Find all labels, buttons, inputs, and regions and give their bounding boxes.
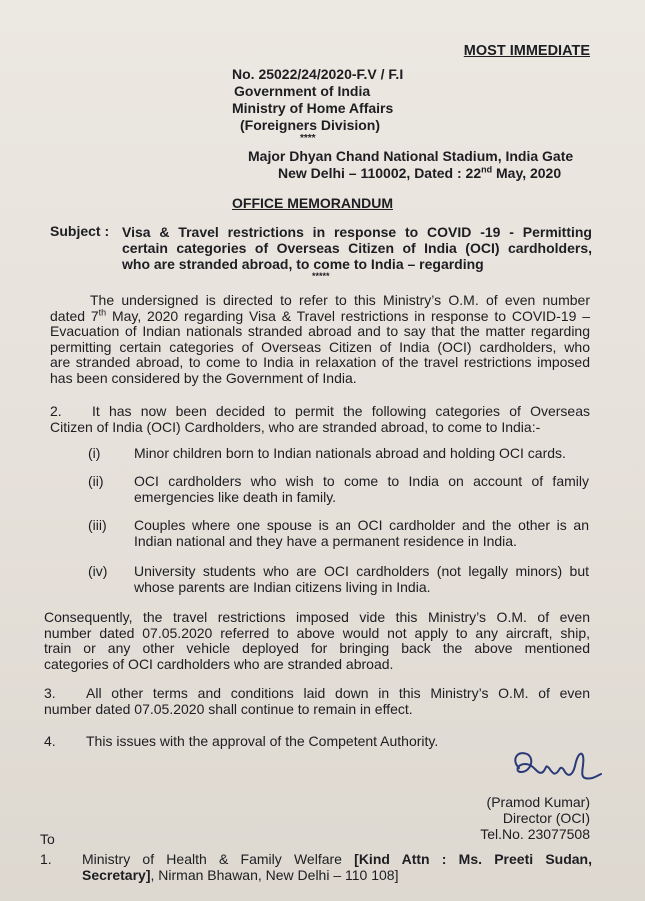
item-3-text: Couples where one spouse is an OCI cardholder and the other is an Indian national and they have a permanent residence in India.: [134, 517, 589, 549]
file-number: No. 25022/24/2020-F.V / F.I: [232, 66, 404, 82]
ministry-name: Ministry of Home Affairs: [232, 100, 394, 116]
priority-label: MOST IMMEDIATE: [463, 43, 590, 59]
letterhead: [232, 66, 452, 144]
paragraph-3: All other terms and conditions laid down in this Ministry’s O.M. of even number dated 07.05.2020 shall continue to remain in effect.: [44, 685, 590, 717]
item-2-text: OCI cardholders who wish to come to India on account of family emergencies like death in family.: [134, 473, 589, 505]
para-2-number: 2.: [50, 403, 62, 419]
recipient-1-number: 1.: [40, 851, 52, 867]
para-3-number: 3.: [44, 685, 56, 701]
item-4-number: (iv): [88, 563, 108, 579]
signatory-telephone: Tel.No. 23077508: [480, 826, 590, 842]
division-name: (Foreigners Division): [240, 117, 381, 133]
address-line-2: New Delhi – 110002, Dated : 22nd May, 2020: [278, 164, 562, 181]
subject-text: Visa & Travel restrictions in response to COVID -19 - Permitting certain categories of Overseas Citizen of India (OCI) cardholders, who are stranded abroad, to come to India – regarding *****: [122, 224, 592, 281]
subject-stars: *****: [312, 271, 330, 281]
document-title: OFFICE MEMORANDUM: [232, 195, 393, 211]
handwritten-signature: [505, 746, 605, 792]
subject-label: Subject :: [50, 223, 110, 239]
para-4-number: 4.: [44, 733, 56, 749]
item-2-number: (ii): [88, 473, 104, 489]
paragraph-2: It has now been decided to permit the following categories of Overseas Citizen of India (OCI) Cardholders, who are stranded abroad, to come to India:-: [50, 403, 590, 435]
item-1-text: Minor children born to Indian nationals abroad and holding OCI cards.: [134, 445, 566, 461]
consequently-paragraph: Consequently, the travel restrictions imposed vide this Ministry’s O.M. of even number dated 07.05.2020 referred to above would not apply to any aircraft, ship, train or any other vehicle deployed for bringing back the above mentioned categories of OCI cardholders who are stranded abroad.: [44, 609, 590, 672]
signatory-designation: Director (OCI): [502, 810, 590, 826]
item-1-number: (i): [88, 445, 101, 461]
paragraph-1: The undersigned is directed to refer to this Ministry’s O.M. of even number dated 7th May, 2020 regarding Visa & Travel restrictions in response to COVID-19 – Evacuation of Indian nationals stranded abroad and to say that the matter regarding permitting certain categories of Overseas Citizen of India (OCI) cardholders, who are stranded abroad, to come to India in relaxation of the travel restrictions imposed has been considered by the Government of India.: [50, 292, 590, 386]
to-label: To: [40, 831, 55, 847]
recipient-1-text: Ministry of Health & Family Welfare [Kind Attn : Ms. Preeti Sudan, Secretary], Nirman Bhawan, New Delhi – 110 108]: [82, 851, 592, 883]
government-name: Government of India: [234, 83, 371, 99]
address-block: [248, 148, 593, 182]
paragraph-4: This issues with the approval of the Competent Authority.: [86, 733, 439, 749]
item-4-text: University students who are OCI cardholders (not legally minors) but whose parents are Indian citizens living in India.: [134, 563, 589, 595]
signatory-name: (Pramod Kumar): [486, 794, 590, 810]
address-line-1: Major Dhyan Chand National Stadium, India Gate: [248, 148, 574, 164]
header-stars: ****: [300, 133, 316, 144]
item-3-number: (iii): [88, 517, 107, 533]
